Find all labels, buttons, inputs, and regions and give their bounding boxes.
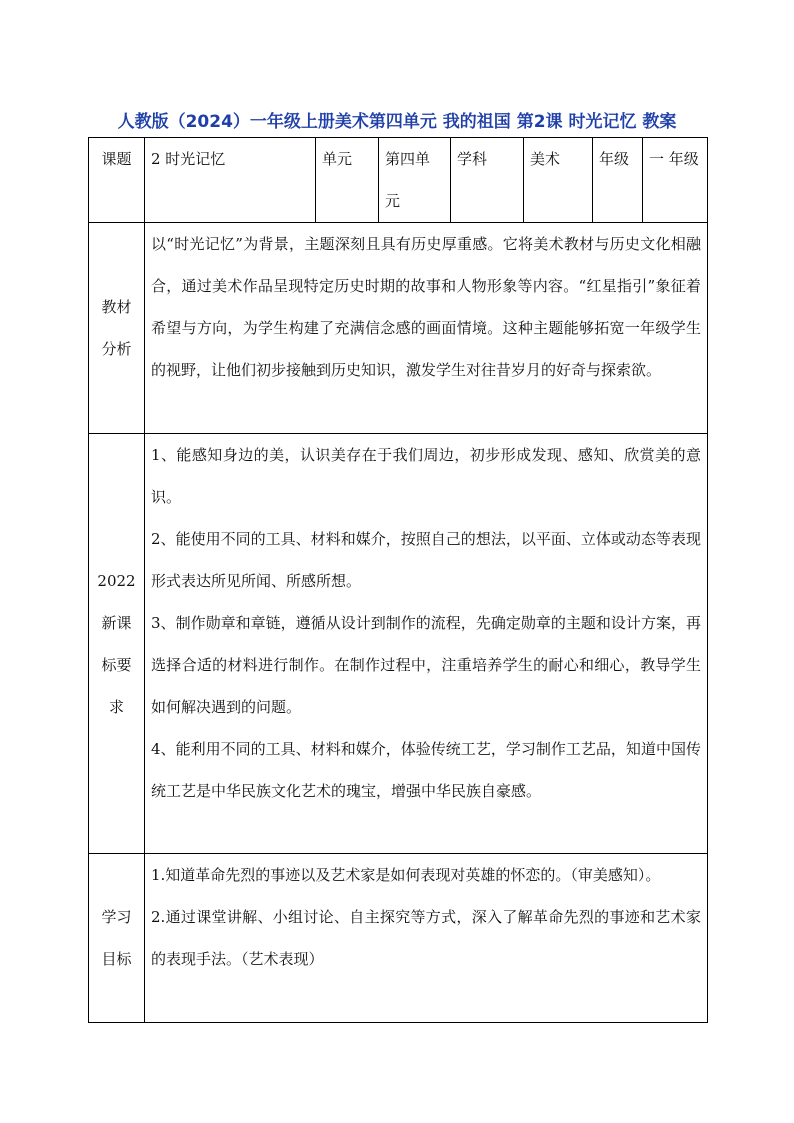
standard-item: 4、能利用不同的工具、材料和媒介，体验传统工艺，学习制作工艺品，知道中国传统工艺是中华民族文化艺术的瑰宝，增强中华民族自豪感。 [151,740,701,800]
lesson-plan-table [88,137,708,1023]
lesson-label: 课题 [89,138,145,223]
unit-label: 单元 [316,138,379,223]
standard-item: 2、能使用不同的工具、材料和媒介，按照自己的想法，以平面、立体或动态等表现形式表达所见所闻、所感所想。 [151,530,701,590]
goal-item: 1.知道革命先烈的事迹以及艺术家是如何表现对英雄的怀恋的。（审美感知）。 [151,866,661,884]
goals-cell [145,854,708,1023]
analysis-row [89,223,708,434]
standards-cell [145,434,708,854]
goals-row [89,854,708,1023]
analysis-cell [145,223,708,434]
grade-label: 年级 [593,138,643,223]
analysis-text: 以“时光记忆”为背景，主题深刻且具有历史厚重感。它将美术教材与历史文化相融合，通过美术作品呈现特定历史时期的故事和人物形象等内容。“红星指引”象征着希望与方向，为学生构建了充满信念感的画面情境。这种主题能够拓宽一年级学生的视野，让他们初步接触到历史知识，激发学生对往昔岁月的好奇与探索欲。 [151,235,701,379]
analysis-label: 教材分析 [89,223,145,434]
grade-value: 一 年级 [643,138,708,223]
goal-item: 2.通过课堂讲解、小组讨论、自主探究等方式，深入了解革命先烈的事迹和艺术家的表现手法。（艺术表现） [151,908,701,968]
standard-item: 3、制作勋章和章链，遵循从设计到制作的流程，先确定勋章的主题和设计方案，再选择合适的材料进行制作。在制作过程中，注重培养学生的耐心和细心，教导学生如何解决遇到的问题。 [151,614,701,716]
unit-value: 第四单元 [379,138,451,223]
goals-label: 学习目标 [89,854,145,1023]
subject-label: 学科 [451,138,524,223]
lesson-value: 2 时光记忆 [145,138,316,223]
standards-label: 2022新课标要求 [89,434,145,854]
document-title: 人教版（2024）一年级上册美术第四单元 我的祖国 第2课 时光记忆 教案 [117,112,677,132]
subject-value: 美术 [524,138,593,223]
header-row [89,138,708,223]
standards-row [89,434,708,854]
standard-item: 1、能感知身边的美，认识美存在于我们周边，初步形成发现、感知、欣赏美的意识。 [151,446,701,506]
